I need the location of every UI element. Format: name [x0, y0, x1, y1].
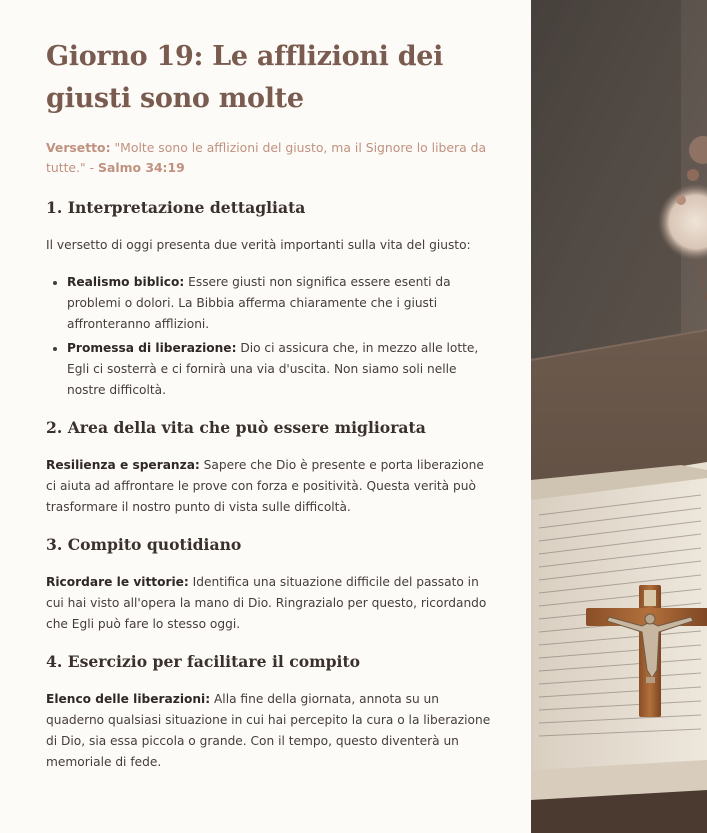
- paragraph-label: Ricordare le vittorie:: [46, 575, 189, 589]
- section-heading-interpretation: 1. Interpretazione dettagliata: [46, 198, 306, 217]
- paragraph-label: Elenco delle liberazioni:: [46, 692, 211, 706]
- page-title: Giorno 19: Le afflizioni dei giusti sono molte: [46, 41, 444, 114]
- list-item-text: Essere giusti non significa essere esenti da problemi o dolori. La Bibbia afferma chiaramente che i giusti affronteranno afflizioni.: [67, 275, 451, 331]
- section-heading-daily-task: 3. Compito quotidiano: [46, 535, 242, 554]
- paragraph-label: Resilienza e speranza:: [46, 458, 200, 472]
- bible-crucifix-photo: [531, 0, 707, 833]
- section-paragraph: [46, 572, 491, 635]
- list-item-label: Realismo biblico:: [67, 275, 185, 289]
- list-item: [67, 272, 491, 335]
- section-paragraph: [46, 455, 491, 518]
- verse-line: [46, 138, 491, 178]
- paragraph-text: Alla fine della giornata, annota su un quaderno qualsiasi situazione in cui hai percepito la cura o la liberazione di Dio, sia essa piccola o grande. Con il tempo, questo diventerà un memoriale di fede.: [46, 692, 491, 769]
- list-item: [67, 338, 491, 401]
- verse-reference: Salmo 34:19: [98, 160, 185, 175]
- list-item-label: Promessa di liberazione:: [67, 341, 237, 355]
- verse-text: "Molte sono le afflizioni del giusto, ma il Signore lo libera da tutte." -: [46, 140, 487, 175]
- section-heading-exercise: 4. Esercizio per facilitare il compito: [46, 652, 361, 671]
- photo-illustration: [531, 0, 707, 833]
- paragraph-text: Sapere che Dio è presente e porta liberazione ci aiuta ad affrontare le prove con forza e positività. Questa verità può trasformare il nostro punto di vista sulle difficoltà.: [46, 458, 484, 514]
- section-intro: Il versetto di oggi presenta due verità importanti sulla vita del giusto:: [46, 238, 471, 252]
- section-heading-improvement: 2. Area della vita che può essere migliorata: [46, 418, 426, 437]
- list-item-text: Dio ci assicura che, in mezzo alle lotte, Egli ci sosterrà e ci fornirà una via d'uscita. Non siamo soli nelle nostre difficoltà.: [67, 341, 479, 397]
- verse-label: Versetto:: [46, 140, 111, 155]
- bullet-list: [46, 272, 491, 401]
- paragraph-text: Identifica una situazione difficile del passato in cui hai visto all'opera la mano di Dio. Ringrazialo per questo, ricordando che Egli può fare lo stesso oggi.: [46, 575, 487, 631]
- section-paragraph: [46, 689, 491, 773]
